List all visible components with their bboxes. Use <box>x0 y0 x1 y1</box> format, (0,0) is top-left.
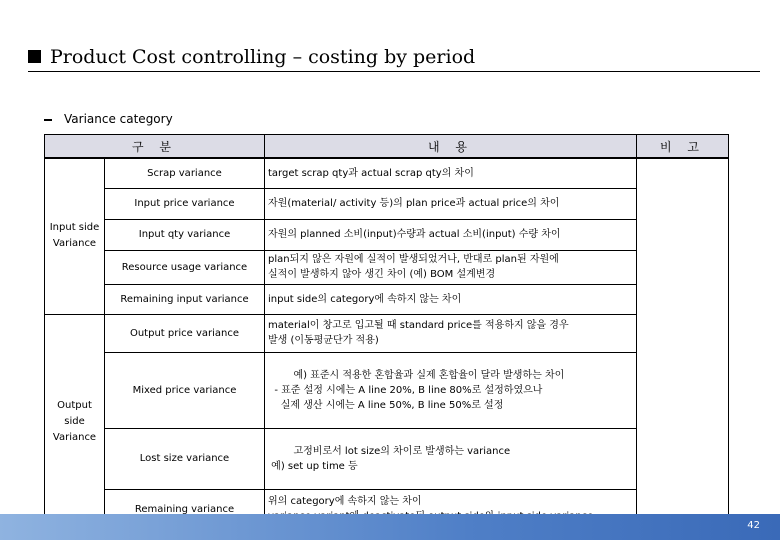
desc-line: 위의 category에 속하지 않는 차이 <box>268 496 422 507</box>
section-label-text: Variance category <box>64 112 173 126</box>
dash-bullet-icon <box>44 119 52 121</box>
table-row <box>45 188 729 219</box>
square-bullet-icon <box>28 50 41 63</box>
output-group-label <box>45 314 105 529</box>
title-underline <box>28 71 760 72</box>
variance-desc <box>265 314 637 352</box>
desc-line: 자원의 planned 소비(input)수량과 actual 소비(input) 수량 차이 <box>268 229 561 240</box>
variance-name: Input price variance <box>105 188 265 219</box>
table-row <box>45 158 729 188</box>
variance-desc <box>265 188 637 219</box>
section-label <box>44 112 173 126</box>
remarks-cell <box>637 158 729 529</box>
page-number: 42 <box>747 520 760 531</box>
slide-title: Product Cost controlling – costing by period <box>50 46 476 68</box>
table-row <box>45 352 729 428</box>
slide-title-block <box>28 44 758 70</box>
table-row <box>45 250 729 284</box>
desc-line: target scrap qty과 actual scrap qty의 차이 <box>268 167 474 179</box>
variance-name: Input qty variance <box>105 219 265 250</box>
variance-name: Scrap variance <box>105 158 265 188</box>
variance-name: Resource usage variance <box>105 250 265 284</box>
variance-desc <box>265 352 637 428</box>
table-header-row <box>45 135 729 159</box>
group-label-line: Variance <box>52 431 97 443</box>
footer-bar <box>0 514 780 540</box>
desc-line: 예) set up time 등 <box>268 460 358 472</box>
desc-line: material이 창고로 입고될 때 standard price를 적용하지 않을 경우 <box>268 320 569 331</box>
table-row <box>45 219 729 250</box>
input-group-label <box>45 158 105 314</box>
variance-name: Output price variance <box>105 314 265 352</box>
desc-line: 발생 (이동평균단가 적용) <box>268 335 379 346</box>
desc-line: 실적이 발생하지 않아 생긴 차이 (예) BOM 설계변경 <box>268 269 496 280</box>
desc-line: plan되지 않은 자원에 실적이 발생되었거나, 반대로 plan된 자원에 <box>268 254 559 265</box>
variance-name: Remaining input variance <box>105 284 265 314</box>
variance-name: Lost size variance <box>105 428 265 489</box>
desc-line: 고정비로서 lot size의 차이로 발생하는 variance <box>293 445 511 457</box>
table-row <box>45 284 729 314</box>
group-label-line: Output <box>57 399 92 411</box>
desc-line: 예) 표준시 적용한 혼합율과 실제 혼합율이 달라 발생하는 차이 <box>293 369 565 381</box>
group-label-line: side <box>64 415 85 427</box>
group-label-line: Input side <box>49 222 100 234</box>
desc-line: 실제 생산 시에는 A line 50%, B line 50%로 설정 <box>268 399 504 411</box>
variance-table <box>44 134 729 530</box>
variance-desc <box>265 219 637 250</box>
variance-name: Mixed price variance <box>105 352 265 428</box>
variance-desc <box>265 158 637 188</box>
header-category: 구 분 <box>45 135 265 159</box>
desc-line: 자원(material/ activity 등)의 plan price과 actual price의 차이 <box>268 198 560 209</box>
variance-desc <box>265 250 637 284</box>
desc-line: input side의 category에 속하지 않는 차이 <box>268 293 462 305</box>
desc-line: - 표준 설정 시에는 A line 20%, B line 80%로 설정하였으나 <box>268 384 543 396</box>
header-remarks: 비 고 <box>637 135 729 159</box>
group-label-line: Variance <box>52 238 97 250</box>
table-row <box>45 428 729 489</box>
header-content: 내 용 <box>265 135 637 159</box>
variance-desc <box>265 284 637 314</box>
table-row <box>45 314 729 352</box>
variance-desc <box>265 428 637 489</box>
variance-name: Remaining variance <box>105 489 265 529</box>
